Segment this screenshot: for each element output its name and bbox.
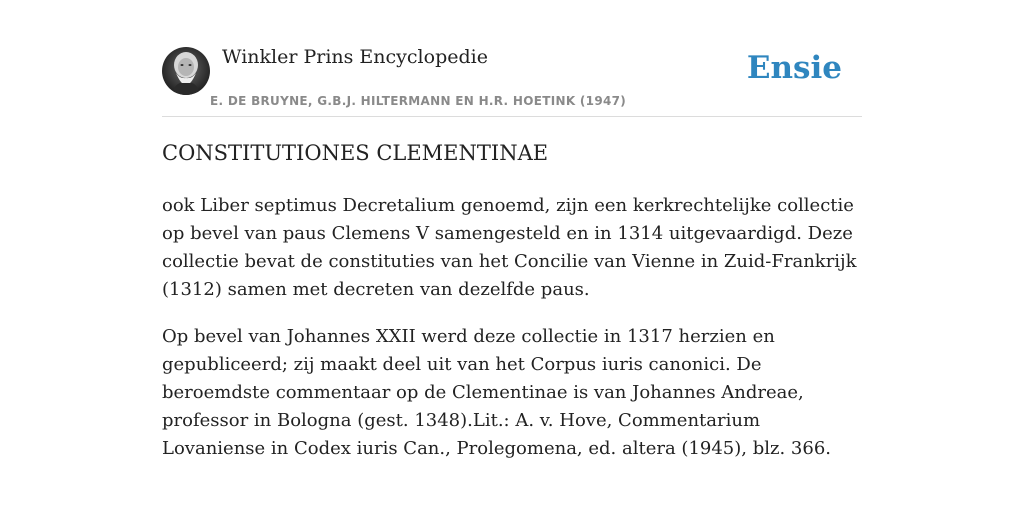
- article-page: [162, 0, 862, 459]
- article-body: [162, 192, 862, 482]
- author-avatar: [162, 47, 210, 95]
- paragraph: ook Liber septimus Decretalium genoemd, zijn een kerkrechtelijke collectie op bevel van paus Clemens V samengesteld en in 1314 uitgevaardigd. Deze collectie bevat de constituties van het Concilie van Vienne in Zuid-Frankrijk (1312) samen met decreten van dezelfde paus.: [162, 195, 857, 300]
- page-header: [162, 0, 862, 117]
- publication-title[interactable]: Winkler Prins Encyclopedie: [222, 46, 488, 68]
- paragraph: Op bevel van Johannes XXII werd deze collectie in 1317 herzien en gepubliceerd; zij maakt deel uit van het Corpus iuris canonici. De beroemdste commentaar op de Clementinae is van Johannes Andreae, professor in Bologna (gest. 1348).Lit.: A. v. Hove, Commentarium Lovaniense in Codex iuris Can., Prolegomena, ed. altera (1945), blz. 366.: [162, 326, 831, 459]
- portrait-image: [162, 47, 210, 95]
- entry-title: CONSTITUTIONES CLEMENTINAE: [162, 141, 549, 165]
- brand-logo[interactable]: Ensie: [746, 50, 842, 86]
- authors-line: E. DE BRUYNE, G.B.J. HILTERMANN EN H.R. HOETINK (1947): [210, 94, 627, 108]
